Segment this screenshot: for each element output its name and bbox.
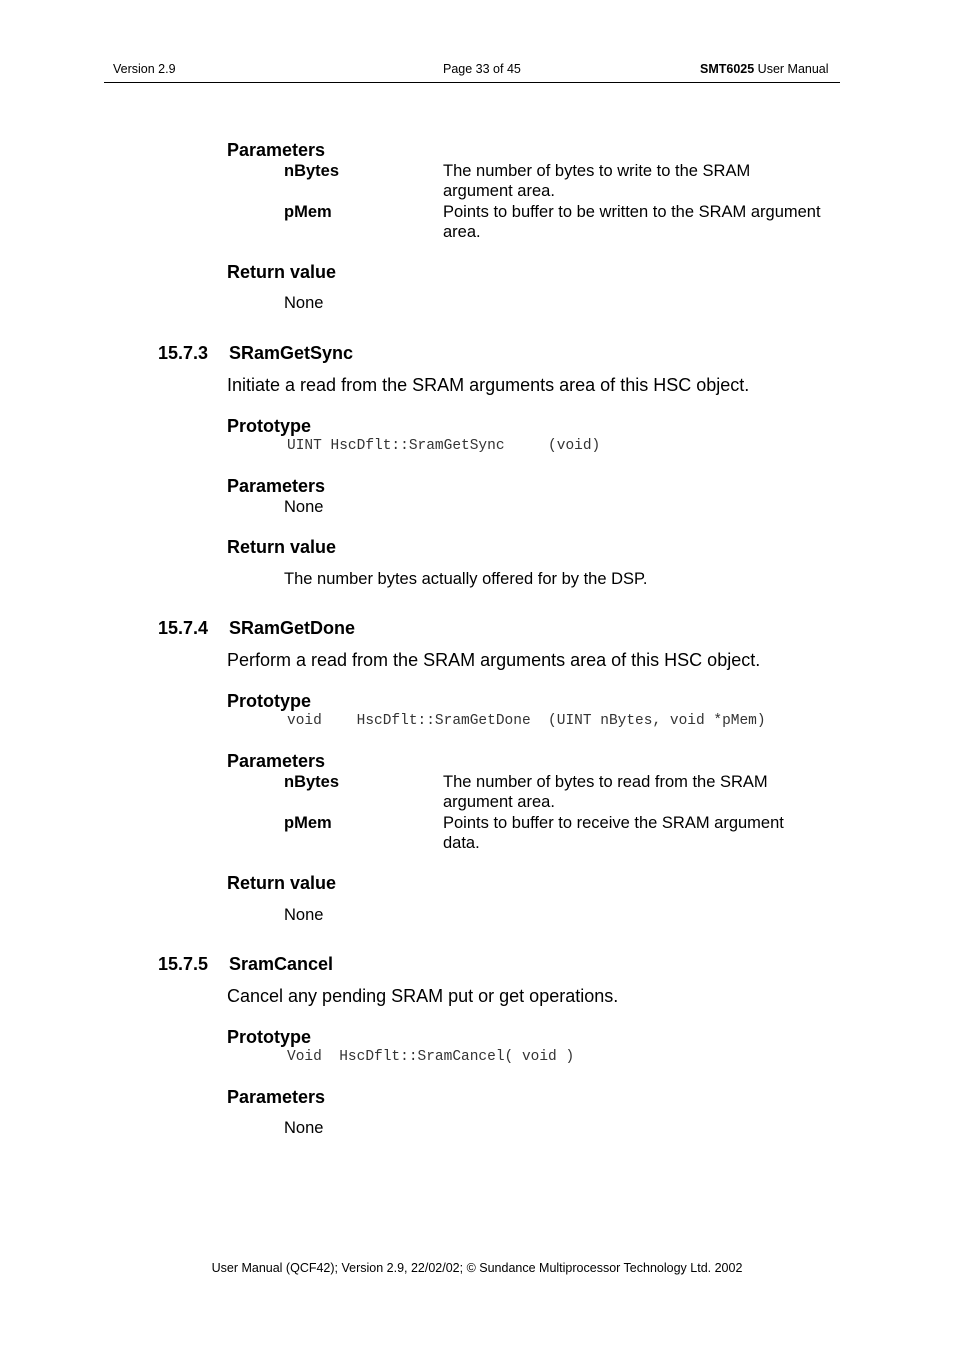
parameters-heading: Parameters: [227, 751, 326, 771]
return-value-heading: Return value: [227, 537, 337, 557]
return-value-heading: Return value: [227, 262, 337, 282]
header-rule: [104, 82, 840, 83]
section-title: SRamGetDone: [229, 618, 356, 638]
param-name: nBytes: [284, 773, 340, 791]
return-value-text: None: [284, 906, 324, 924]
prototype-code: UINT HscDflt::SramGetSync (void): [287, 438, 601, 454]
prototype-heading: Prototype: [227, 691, 312, 711]
header-product: SMT6025: [700, 62, 755, 76]
section-description: Cancel any pending SRAM put or get operations.: [227, 986, 619, 1006]
section-number: 15.7.3: [158, 343, 209, 363]
prototype-heading: Prototype: [227, 416, 312, 436]
return-value-heading: Return value: [227, 873, 337, 893]
header-version: Version 2.9: [113, 62, 176, 76]
parameters-heading: Parameters: [227, 1087, 326, 1107]
header-manual-label: User Manual: [754, 62, 829, 76]
parameters-text: None: [284, 1119, 324, 1137]
param-name: nBytes: [284, 162, 340, 180]
parameters-heading: Parameters: [227, 140, 326, 160]
section-title: SramCancel: [229, 954, 334, 974]
param-description: The number of bytes to write to the SRAM argument area.: [443, 162, 751, 200]
parameters-heading: Parameters: [227, 476, 326, 496]
param-description: Points to buffer to be written to the SRAM argument area.: [443, 203, 821, 241]
section-description: Perform a read from the SRAM arguments area of this HSC object.: [227, 650, 761, 670]
prototype-code: Void HscDflt::SramCancel( void ): [287, 1049, 575, 1065]
section-description: Initiate a read from the SRAM arguments area of this HSC object.: [227, 375, 750, 395]
param-name: pMem: [284, 814, 332, 832]
prototype-code: void HscDflt::SramGetDone (UINT nBytes, void *pMem): [287, 713, 766, 729]
return-value-text: None: [284, 294, 324, 312]
section-number: 15.7.5: [158, 954, 209, 974]
page-footer: User Manual (QCF42); Version 2.9, 22/02/02; © Sundance Multiprocessor Technology Ltd. 2002: [211, 1261, 743, 1275]
prototype-heading: Prototype: [227, 1027, 312, 1047]
param-description: Points to buffer to receive the SRAM argument data.: [443, 814, 784, 852]
param-name: pMem: [284, 203, 332, 221]
parameters-text: None: [284, 498, 324, 516]
header-page-number: Page 33 of 45: [443, 62, 521, 76]
section-number: 15.7.4: [158, 618, 209, 638]
section-title: SRamGetSync: [229, 343, 354, 363]
return-value-text: The number bytes actually offered for by the DSP.: [284, 570, 648, 588]
param-description: The number of bytes to read from the SRAM argument area.: [443, 773, 768, 811]
header-title: [700, 62, 829, 76]
